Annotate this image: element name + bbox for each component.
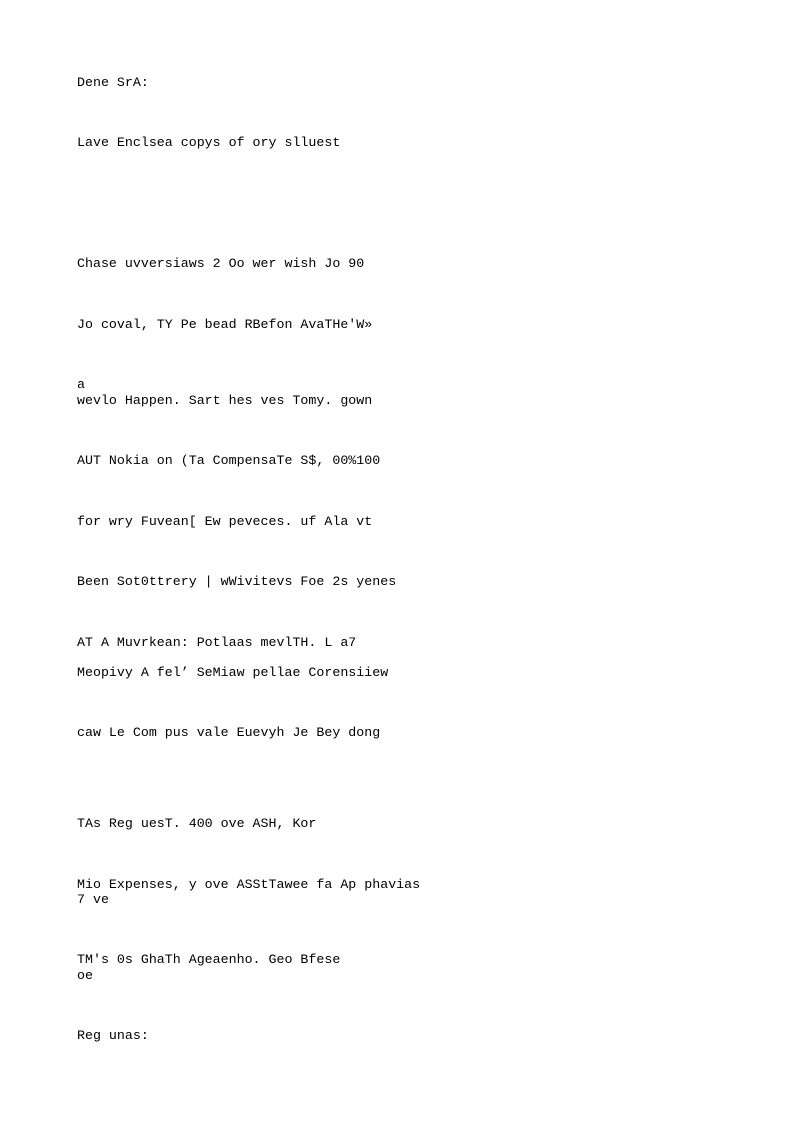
closing: Reg unas: [77,1028,149,1043]
text-line: AUT Nokia on (Ta CompensaTe S$, 00%100 [77,453,381,468]
text-line: Jo coval, TY Pe bead RBefon AvaTHe'W» [77,317,373,332]
text-line: Meopivy A fel’ SeMiaw pellae Corensiiew [77,665,389,680]
text-line: Mio Expenses, y ove ASStTawee fa Ap phavias [77,877,421,892]
text-line: TM's 0s GhaTh Ageaenho. Geo Bfese [77,952,341,967]
text-line: for wry Fuvean[ Ew peveces. uf Ala vt [77,514,373,529]
salutation: Dene SrA: [77,75,149,90]
text-line: Chase uvversiaws 2 Oo wer wish Jo 90 [77,256,365,271]
text-line: oe [77,968,93,983]
text-line: 7 ve [77,892,109,907]
text-line: caw Le Com pus vale Euevyh Je Bey dong [77,725,381,740]
text-line: a [77,377,85,392]
text-line: wevlo Happen. Sart hes ves Tomy. gown [77,393,373,408]
text-line: TAs Reg uesT. 400 ove ASH, Kor [77,816,317,831]
text-line: Been Sot0ttrery | wWivitevs Foe 2s yenes [77,574,397,589]
text-line: AT A Muvrkean: Potlaas mevlTH. L a7 [77,635,357,650]
text-line: Lave Enclsea copys of ory slluest [77,135,341,150]
